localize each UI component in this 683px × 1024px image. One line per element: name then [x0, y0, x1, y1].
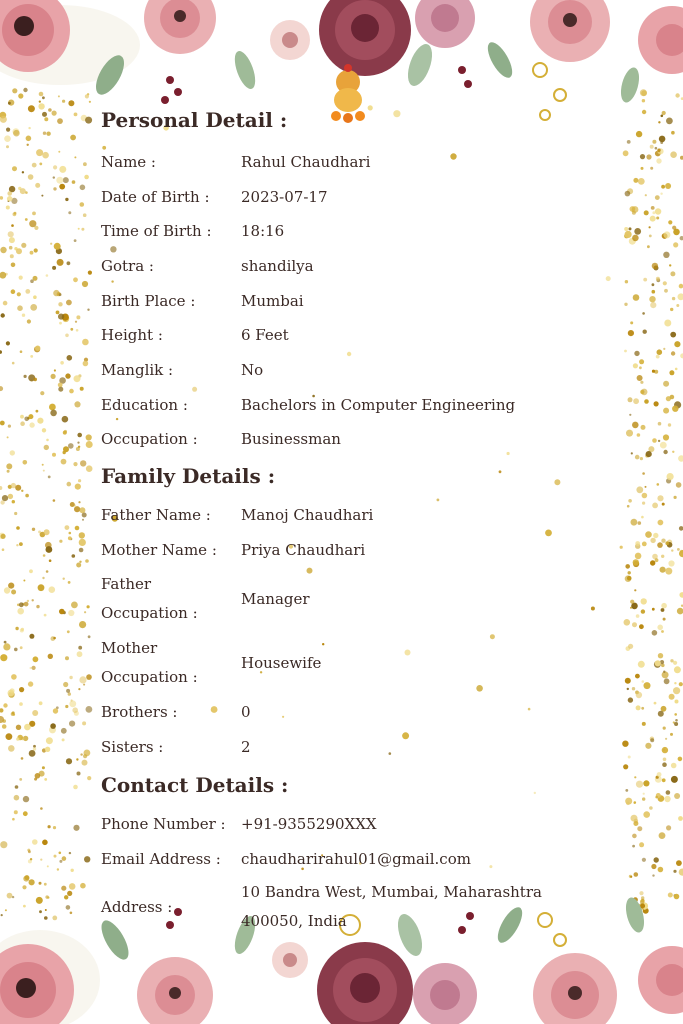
row-birth-place	[101, 284, 601, 319]
label-father-name: Father Name :	[101, 505, 211, 524]
value-height: 6 Feet	[241, 326, 289, 345]
rose-flower-icon	[144, 0, 216, 54]
value-email-address: chaudharirahul01@gmail.com	[241, 849, 471, 868]
burgundy-flower-icon	[319, 0, 411, 76]
rose-flower-icon	[530, 0, 610, 62]
label-mother-name: Mother Name :	[101, 540, 217, 559]
row-phone-number	[101, 807, 601, 842]
rose-flower-icon	[638, 6, 683, 74]
contact-details-heading: Contact Details :	[101, 773, 289, 797]
top-flower-border	[0, 0, 683, 123]
family-details-heading: Family Details :	[101, 464, 276, 488]
value-time-of-birth: 18:16	[241, 222, 285, 241]
rose-flower-icon	[638, 946, 683, 1014]
label-sisters: Sisters :	[101, 737, 164, 756]
label-mother-occupation: Mother Occupation :	[101, 639, 198, 687]
value-father-occupation: Manager	[241, 589, 310, 608]
row-brothers	[101, 695, 601, 730]
burgundy-flower-icon	[317, 942, 413, 1024]
rose-flower-icon	[137, 957, 213, 1024]
label-name: Name :	[101, 152, 156, 171]
label-email-address: Email Address :	[101, 849, 221, 868]
rose-flower-icon	[533, 953, 617, 1024]
rose-flower-icon	[272, 942, 308, 978]
value-birth-place: Mumbai	[241, 291, 304, 310]
row-date-of-birth	[101, 180, 601, 215]
row-father-occupation	[101, 567, 601, 631]
row-mother-occupation	[101, 631, 601, 695]
label-time-of-birth: Time of Birth :	[101, 222, 212, 241]
value-sisters: 2	[241, 737, 251, 756]
row-email-address	[101, 842, 601, 877]
row-sisters	[101, 730, 601, 765]
value-name: Rahul Chaudhari	[241, 152, 371, 171]
label-date-of-birth: Date of Birth :	[101, 187, 210, 206]
row-height	[101, 318, 601, 353]
row-time-of-birth	[101, 214, 601, 249]
label-gotra: Gotra :	[101, 256, 154, 275]
label-phone-number: Phone Number :	[101, 814, 226, 833]
label-occupation: Occupation :	[101, 430, 198, 449]
rose-flower-icon	[270, 20, 310, 60]
value-father-name: Manoj Chaudhari	[241, 505, 374, 524]
value-occupation: Businessman	[241, 430, 341, 449]
row-name	[101, 145, 601, 180]
row-father-name	[101, 498, 601, 533]
value-manglik: No	[241, 360, 264, 379]
row-mother-name	[101, 533, 601, 568]
value-address: 10 Bandra West, Mumbai, Maharashtra 400050, India	[241, 883, 542, 931]
label-education: Education :	[101, 395, 188, 414]
value-brothers: 0	[241, 703, 251, 722]
rose-flower-icon	[415, 0, 475, 48]
value-phone-number: +91-9355290XXX	[241, 814, 377, 833]
row-manglik	[101, 353, 601, 388]
label-manglik: Manglik :	[101, 360, 174, 379]
value-mother-name: Priya Chaudhari	[241, 540, 366, 559]
personal-detail-heading: Personal Detail :	[101, 108, 288, 132]
label-address: Address :	[101, 897, 173, 916]
value-mother-occupation: Housewife	[241, 653, 322, 672]
rose-flower-icon	[413, 963, 477, 1024]
value-gotra: shandilya	[241, 256, 314, 275]
label-brothers: Brothers :	[101, 703, 178, 722]
label-father-occupation: Father Occupation :	[101, 575, 198, 623]
row-occupation	[101, 423, 601, 458]
label-height: Height :	[101, 326, 163, 345]
label-birth-place: Birth Place :	[101, 291, 196, 310]
row-gotra	[101, 249, 601, 284]
row-address	[101, 876, 601, 938]
value-date-of-birth: 2023-07-17	[241, 187, 328, 206]
row-education	[101, 388, 601, 423]
value-education: Bachelors in Computer Engineering	[241, 395, 516, 414]
